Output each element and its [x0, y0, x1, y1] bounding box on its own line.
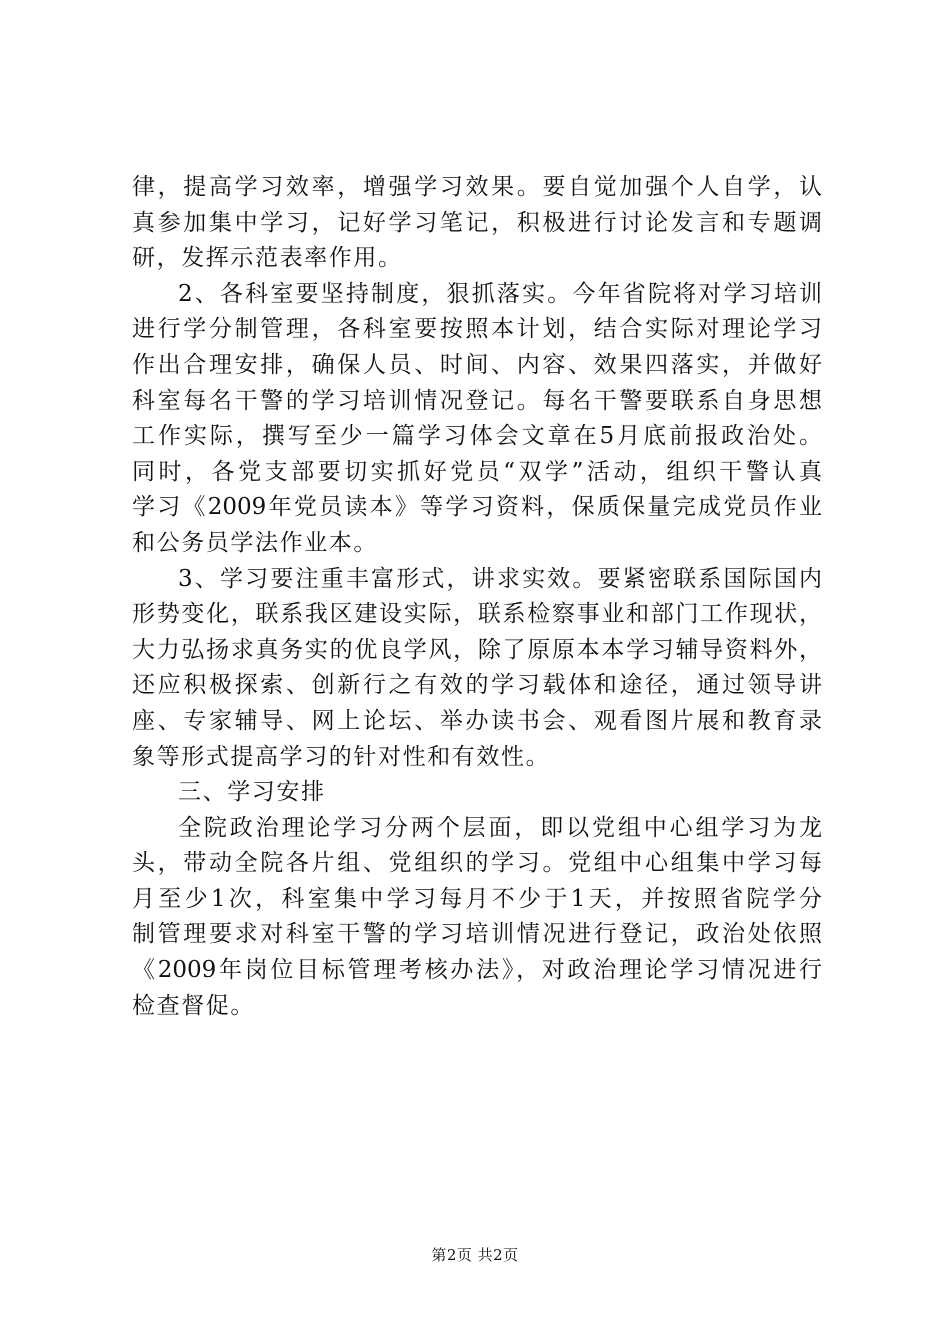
body-text-line: 三、学习安排 — [178, 779, 326, 806]
body-text-line: 学习《2009年党员读本》等学习资料，保质保量完成党员作业 — [132, 494, 822, 521]
body-text-line: 检查督促。 — [132, 992, 255, 1019]
body-text-line: 3、学习要注重丰富形式，讲求实效。要紧密联系国际国内 — [178, 565, 822, 592]
body-text-line: 同时，各党支部要切实抓好党员“双学”活动，组织干警认真 — [132, 458, 822, 485]
body-text-line: 《2009年岗位目标管理考核办法》，对政治理论学习情况进行 — [132, 957, 822, 984]
body-text-line: 进行学分制管理，各科室要按照本计划，结合实际对理论学习 — [132, 316, 822, 343]
body-text-line: 制管理要求对科室干警的学习培训情况进行登记，政治处依照 — [132, 921, 822, 948]
body-text-line: 作出合理安排，确保人员、时间、内容、效果四落实，并做好 — [132, 351, 822, 378]
body-text-line: 头，带动全院各片组、党组织的学习。党组中心组集中学习每 — [132, 850, 822, 877]
body-text-line: 大力弘扬求真务实的优良学风，除了原原本本学习辅导资料外， — [132, 636, 822, 663]
document-body — [132, 170, 822, 1024]
body-text-line: 形势变化，联系我区建设实际，联系检察事业和部门工作现状， — [132, 601, 822, 628]
body-text-line: 象等形式提高学习的针对性和有效性。 — [132, 743, 551, 770]
body-text-line: 座、专家辅导、网上论坛、举办读书会、观看图片展和教育录 — [132, 707, 822, 734]
body-text-line: 还应积极探索、创新行之有效的学习载体和途径，通过领导讲 — [132, 672, 822, 699]
body-text-line: 科室每名干警的学习培训情况登记。每名干警要联系自身思想 — [132, 387, 822, 414]
body-text-line: 和公务员学法作业本。 — [132, 529, 378, 556]
page-footer: 第2页 共2页 — [431, 1246, 519, 1264]
body-text-line: 律，提高学习效率，增强学习效果。要自觉加强个人自学，认 — [132, 174, 822, 200]
body-text-line: 研，发挥示范表率作用。 — [132, 245, 403, 272]
body-text-line: 工作实际，撰写至少一篇学习体会文章在5月底前报政治处。 — [132, 423, 822, 450]
body-text-line: 月至少1次，科室集中学习每月不少于1天，并按照省院学分 — [132, 885, 822, 912]
body-text-line: 全院政治理论学习分两个层面，即以党组中心组学习为龙 — [178, 814, 822, 841]
body-text-line: 2、各科室要坚持制度，狠抓落实。今年省院将对学习培训 — [178, 280, 822, 307]
body-text-line: 真参加集中学习，记好学习笔记，积极进行讨论发言和专题调 — [132, 209, 822, 236]
